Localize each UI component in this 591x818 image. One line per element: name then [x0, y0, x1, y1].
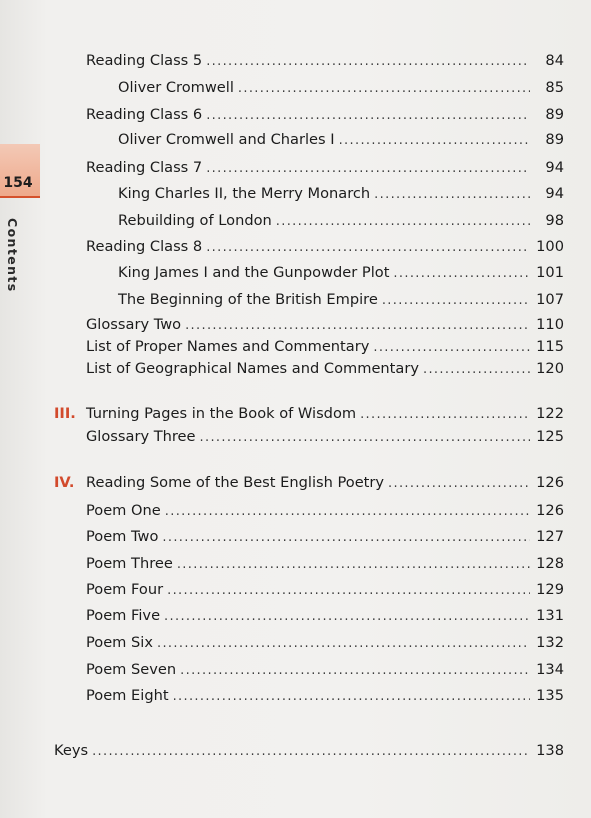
toc-entry-page: 125	[536, 428, 564, 445]
dot-leader	[173, 688, 530, 706]
toc-entry-title: Rebuilding of London	[118, 212, 272, 229]
dot-leader	[200, 429, 530, 447]
dot-leader	[206, 239, 530, 257]
toc-entry[interactable]	[86, 687, 564, 705]
toc-entry-title: Poem Six	[86, 634, 153, 651]
toc-entry-title: Reading Some of the Best English Poetry	[86, 474, 385, 491]
toc-part-entry[interactable]	[54, 405, 564, 423]
toc-entry-title: Poem Five	[86, 607, 161, 624]
dot-leader	[206, 160, 530, 178]
toc-entry[interactable]	[86, 360, 564, 378]
page-number: 154	[3, 175, 33, 191]
toc-entry[interactable]	[86, 106, 564, 124]
toc-entry-page: 135	[536, 687, 564, 704]
dot-leader	[339, 132, 530, 150]
toc-entry[interactable]	[118, 185, 564, 203]
toc-entry-page: 84	[545, 52, 564, 69]
toc-entry-title: King Charles II, the Merry Monarch	[118, 185, 371, 202]
toc-entry[interactable]	[86, 338, 564, 356]
dot-leader	[238, 80, 530, 98]
dot-leader	[276, 213, 530, 231]
toc-entry-page: 132	[536, 634, 564, 651]
toc-entry-page: 126	[536, 502, 564, 519]
toc-entry[interactable]	[118, 212, 564, 230]
part-numeral: IV.	[54, 474, 75, 491]
toc-entry-title: Poem One	[86, 502, 161, 519]
toc-entry-page: 122	[536, 405, 564, 422]
dot-leader	[92, 743, 530, 761]
toc-entry-page: 131	[536, 607, 564, 624]
toc-entry-title: Turning Pages in the Book of Wisdom	[86, 405, 357, 422]
dot-leader	[360, 406, 530, 424]
toc-entry-page: 100	[536, 238, 564, 255]
dot-leader	[388, 475, 530, 493]
toc-entry[interactable]	[54, 742, 564, 760]
dot-leader	[164, 608, 530, 626]
dot-leader	[373, 339, 530, 357]
toc-entry-title: Poem Seven	[86, 661, 177, 678]
toc-entry-title: List of Proper Names and Commentary	[86, 338, 370, 355]
toc-entry-title: Poem Two	[86, 528, 159, 545]
toc-entry-page: 85	[545, 79, 564, 96]
toc-entry-title: Poem Four	[86, 581, 164, 598]
dot-leader	[185, 317, 530, 335]
toc-entry-title: Keys	[54, 742, 89, 759]
toc-entry-page: 126	[536, 474, 564, 491]
toc-entry-title: Poem Three	[86, 555, 173, 572]
section-label-text: Contents	[5, 218, 20, 293]
toc-entry[interactable]	[86, 238, 564, 256]
section-label	[2, 218, 20, 298]
toc-entry[interactable]	[86, 555, 564, 573]
toc-entry-title: The Beginning of the British Empire	[118, 291, 378, 308]
toc-entry-title: Reading Class 5	[86, 52, 203, 69]
toc-entry-title: Reading Class 7	[86, 159, 203, 176]
toc-entry-page: 129	[536, 581, 564, 598]
dot-leader	[157, 635, 530, 653]
toc-entry-page: 107	[536, 291, 564, 308]
toc-entry[interactable]	[86, 502, 564, 520]
dot-leader	[206, 53, 530, 71]
dot-leader	[162, 529, 530, 547]
dot-leader	[180, 662, 530, 680]
toc-entry-page: 128	[536, 555, 564, 572]
toc-entry-title: List of Geographical Names and Commentary	[86, 360, 419, 377]
dot-leader	[393, 265, 530, 283]
toc-entry-page: 94	[545, 159, 564, 176]
toc-entry[interactable]	[118, 79, 564, 97]
toc-entry-page: 134	[536, 661, 564, 678]
dot-leader	[206, 107, 530, 125]
toc-entry[interactable]	[86, 159, 564, 177]
toc-entry[interactable]	[86, 316, 564, 334]
toc-entry-page: 120	[536, 360, 564, 377]
toc-entry-title: Reading Class 6	[86, 106, 203, 123]
toc-entry[interactable]	[118, 131, 564, 149]
toc-entry[interactable]	[86, 607, 564, 625]
toc-entry[interactable]	[86, 661, 564, 679]
toc-entry-page: 98	[545, 212, 564, 229]
toc-entry-page: 127	[536, 528, 564, 545]
toc-part-entry[interactable]	[54, 474, 564, 492]
toc-entry-page: 138	[536, 742, 564, 759]
toc-entry-page: 94	[545, 185, 564, 202]
toc-entry-page: 101	[536, 264, 564, 281]
part-numeral: III.	[54, 405, 76, 422]
dot-leader	[374, 186, 530, 204]
toc-entry-page: 110	[536, 316, 564, 333]
toc-entry-title: Poem Eight	[86, 687, 169, 704]
toc-entry[interactable]	[118, 264, 564, 282]
toc-entry[interactable]	[86, 428, 564, 446]
toc-entry[interactable]	[118, 291, 564, 309]
toc-entry[interactable]	[86, 52, 564, 70]
toc-entry-title: Oliver Cromwell	[118, 79, 234, 96]
dot-leader	[165, 503, 530, 521]
toc-entry-page: 89	[545, 106, 564, 123]
dot-leader	[177, 556, 530, 574]
dot-leader	[423, 361, 530, 379]
toc-entry[interactable]	[86, 528, 564, 546]
toc-entry-page: 115	[536, 338, 564, 355]
toc-entry-title: Reading Class 8	[86, 238, 203, 255]
toc-entry[interactable]	[86, 581, 564, 599]
toc-entry-title: Glossary Two	[86, 316, 182, 333]
toc-entry[interactable]	[86, 634, 564, 652]
toc-entry-title: Oliver Cromwell and Charles I	[118, 131, 335, 148]
toc-entry-title: Glossary Three	[86, 428, 196, 445]
toc-entry-page: 89	[545, 131, 564, 148]
dot-leader	[167, 582, 530, 600]
toc-entry-title: King James I and the Gunpowder Plot	[118, 264, 390, 281]
dot-leader	[382, 292, 530, 310]
